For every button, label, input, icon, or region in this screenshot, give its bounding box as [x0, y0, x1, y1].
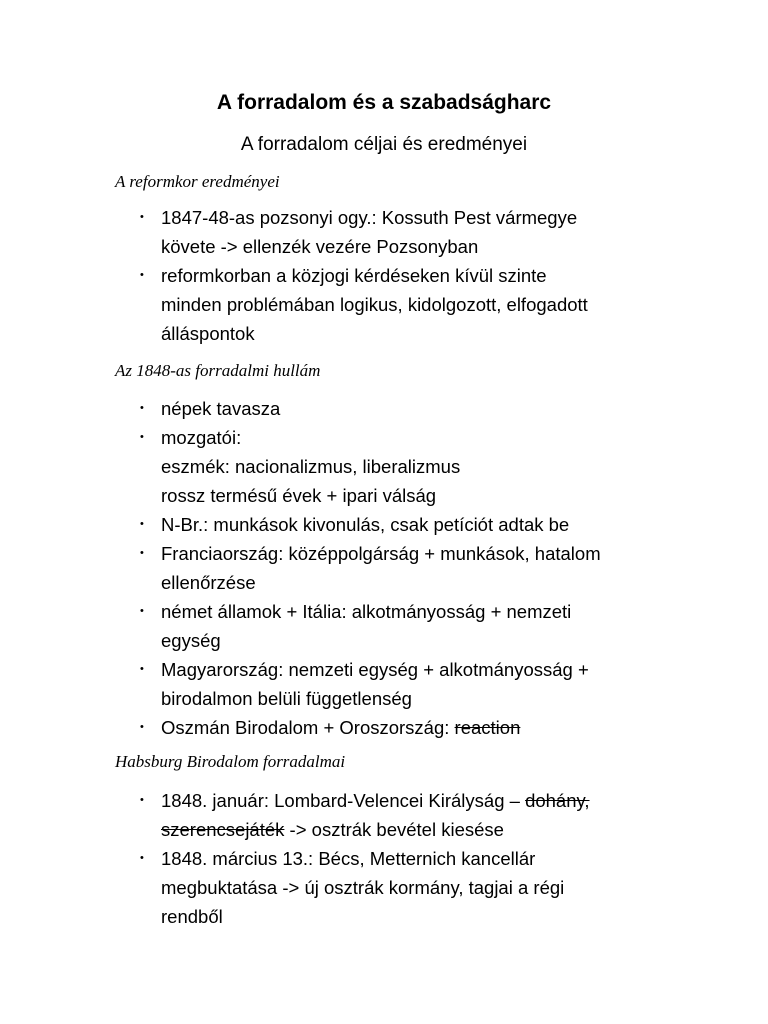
bullet-list [0, 786, 768, 931]
list-item [0, 423, 768, 510]
bullet-icon: • [140, 211, 144, 223]
list-item-text: 1848. március 13.: Bécs, Metternich kancellár [161, 848, 536, 869]
list-item [0, 261, 768, 348]
bullet-list [0, 394, 768, 742]
list-item-text: 1847-48-as pozsonyi ogy.: Kossuth Pest vármegye [161, 207, 578, 228]
list-item [0, 203, 768, 261]
bullet-icon: • [140, 269, 144, 281]
bullet-icon: • [140, 721, 144, 733]
list-item-text-suffix: -> osztrák bevétel kiesése [284, 819, 504, 840]
list-item-text [161, 713, 708, 742]
list-item [0, 539, 768, 597]
bullet-icon: • [140, 605, 144, 617]
list-item-text: eszmék: nacionalizmus, liberalizmus [161, 456, 461, 477]
bullet-icon: • [140, 431, 144, 443]
list-item-text: ellenőrzése [161, 572, 256, 593]
list-item-text: német államok + Itália: alkotmányosság + nemzeti [161, 601, 572, 622]
list-item-text: N-Br.: munkások kivonulás, csak petíciót adtak be [161, 514, 570, 535]
bullet-icon: • [140, 547, 144, 559]
list-item-text [161, 786, 708, 815]
list-item-text [161, 815, 708, 844]
page-title: A forradalom és a szabadságharc [216, 91, 552, 114]
list-item-text-prefix: 1848. január: Lombard-Velencei Királyság – [161, 790, 526, 811]
list-item-text: mozgatói: [161, 427, 242, 448]
list-item [0, 510, 768, 539]
bullet-icon: • [140, 402, 144, 414]
list-item-text: birodalmon belüli függetlenség [161, 688, 412, 709]
struck-text: dohány, [525, 790, 590, 811]
list-item [0, 655, 768, 713]
bullet-icon: • [140, 518, 144, 530]
list-item [0, 713, 768, 742]
list-item [0, 597, 768, 655]
list-item [0, 844, 768, 931]
bullet-icon: • [140, 852, 144, 864]
list-item-text: minden problémában logikus, kidolgozott, elfogadott [161, 294, 588, 315]
list-item [0, 786, 768, 844]
bullet-icon: • [140, 794, 144, 806]
list-item-text: követe -> ellenzék vezére Pozsonyban [161, 236, 479, 257]
list-item-text: reformkorban a közjogi kérdéseken kívül szinte [161, 265, 547, 286]
page-subtitle: A forradalom céljai és eredményei [240, 134, 528, 155]
bullet-icon: • [140, 663, 144, 675]
section-heading: A reformkor eredményei [115, 172, 280, 191]
list-item-text: rendből [161, 906, 223, 927]
list-item-text: népek tavasza [161, 398, 281, 419]
bullet-list [0, 203, 768, 348]
list-item [0, 394, 768, 423]
struck-text: reaction [454, 717, 521, 738]
struck-text: szerencsejáték [161, 819, 285, 840]
list-item-text: rossz termésű évek + ipari válság [161, 485, 437, 506]
list-item-text-prefix: Oszmán Birodalom + Oroszország: [161, 717, 455, 738]
section-heading: Az 1848-as forradalmi hullám [115, 361, 321, 380]
list-item-text: megbuktatása -> új osztrák kormány, tagjai a régi [161, 877, 565, 898]
list-item-text: Franciaország: középpolgárság + munkások, hatalom [161, 543, 601, 564]
list-item-text: álláspontok [161, 323, 255, 344]
list-item-text: Magyarország: nemzeti egység + alkotmányosság + [161, 659, 589, 680]
section-heading: Habsburg Birodalom forradalmai [115, 752, 346, 771]
list-item-text: egység [161, 630, 221, 651]
